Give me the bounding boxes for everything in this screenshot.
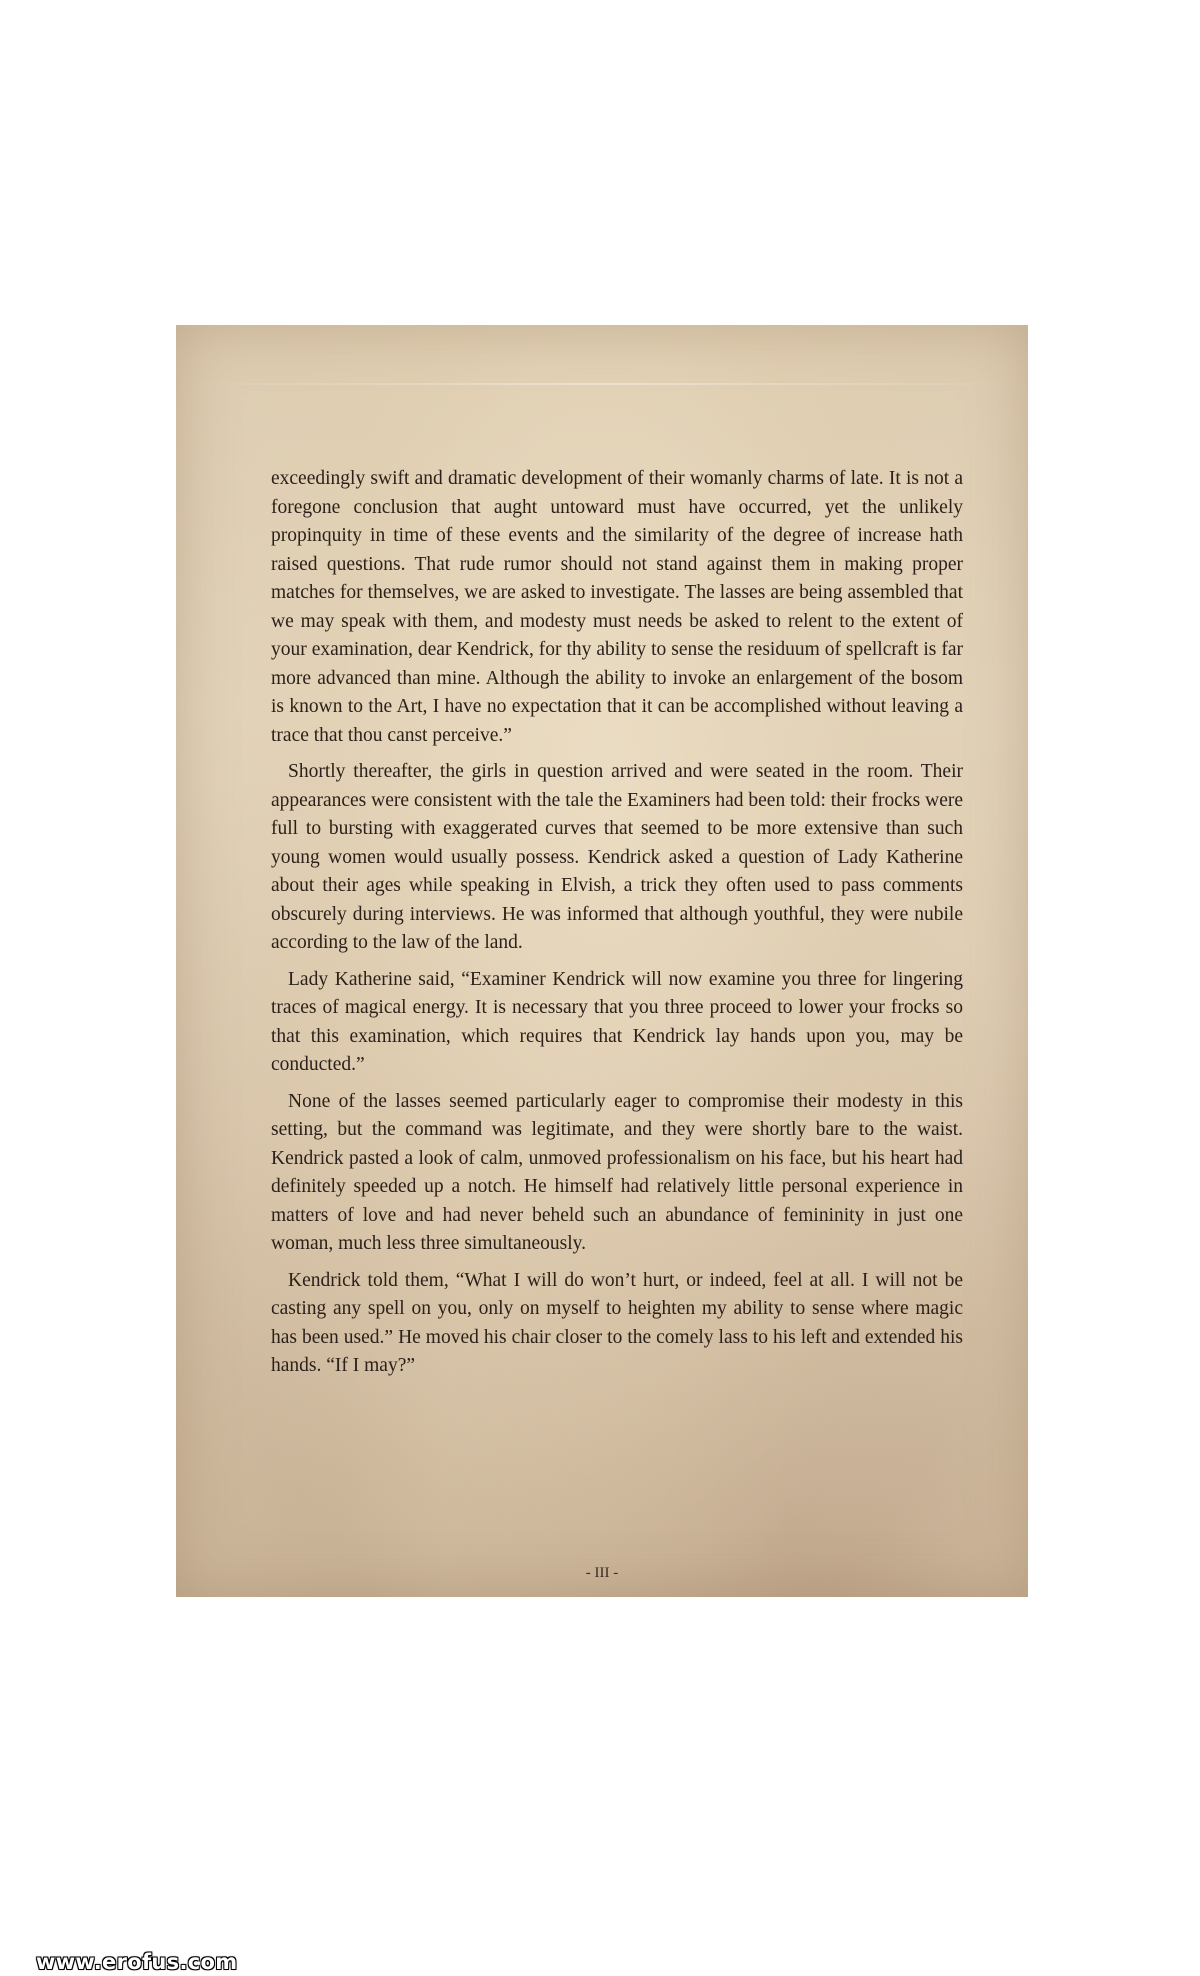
body-text <box>271 465 963 1389</box>
paragraph-4: None of the lasses seemed particularly eager to compromise their modesty in this setting, but the command was legitimate, and they were shortly bare to the waist. Kendrick pasted a look of calm, unmoved professionalism on his face, but his heart had definitely speeded up a notch. He himself had relatively little personal experience in matters of love and had never beheld such an abundance of femininity in just one woman, much less three simultaneously. <box>271 1090 963 1254</box>
paragraph-3: Lady Katherine said, “Examiner Kendrick will now examine you three for lingering traces of magical energy. It is necessary that you three proceed to lower your frocks so that this examination, which requires that Kendrick lay hands upon you, may be conducted.” <box>271 968 963 1075</box>
page-number: - III - <box>585 1565 619 1581</box>
book-page <box>176 325 1028 1597</box>
paragraph-1: exceedingly swift and dramatic development of their womanly charms of late. It is not a foregone conclusion that aught untoward must have occurred, yet the unlikely propinquity in time of these events and the similarity of the degree of increase hath raised questions. That rude rumor should not stand against them in making proper matches for themselves, we are asked to investigate. The lasses are being assembled that we may speak with them, and modesty must needs be asked to relent to the extent of your examination, dear Kendrick, for thy ability to sense the residuum of spellcraft is far more advanced than mine. Although the ability to invoke an enlargement of the bosom is known to the Art, I have no expectation that it can be accomplished without leaving a trace that thou canst perceive.” <box>271 468 963 746</box>
paragraph-5: Kendrick told them, “What I will do won’t hurt, or indeed, feel at all. I will not be casting any spell on you, only on myself to heighten my ability to sense where magic has been used.” He moved his chair closer to the comely lass to his left and extended his hands. “If I may?” <box>271 1269 963 1376</box>
paragraph-2: Shortly thereafter, the girls in question arrived and were seated in the room. Their appearances were consistent with the tale the Examiners had been told: their frocks were full to bursting with exaggerated curves that seemed to be more extensive than such young women would usually possess. Kendrick asked a question of Lady Katherine about their ages while speaking in Elvish, a trick they often used to pass comments obscurely during interviews. He was informed that although youthful, they were nubile according to the law of the land. <box>271 761 963 953</box>
site-watermark: www.erofus.com <box>36 1950 238 1974</box>
